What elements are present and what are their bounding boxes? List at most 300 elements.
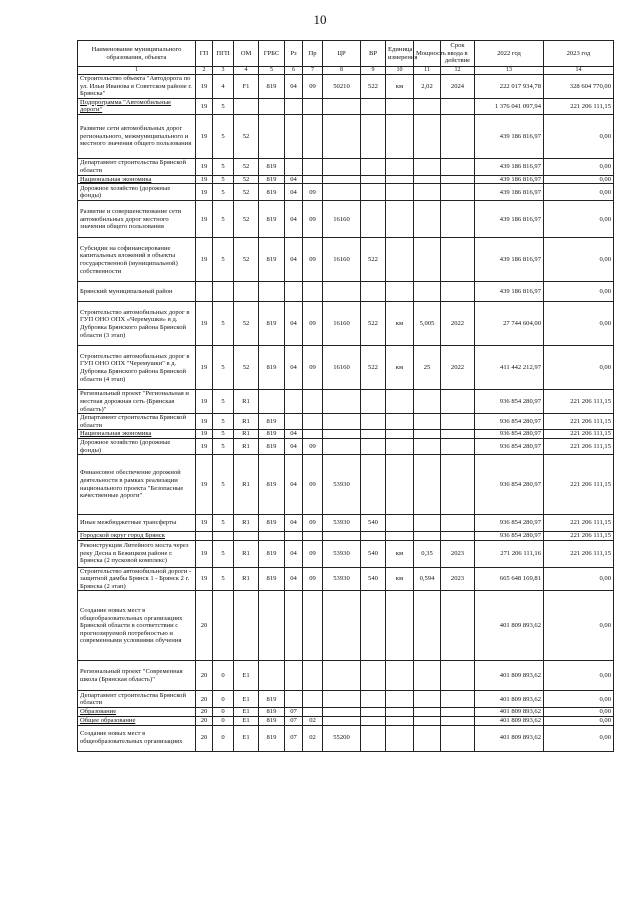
code-cell: 5 bbox=[213, 430, 234, 439]
code-cell bbox=[285, 691, 303, 708]
code-cell: 819 bbox=[259, 238, 285, 282]
code-cell bbox=[386, 238, 414, 282]
code-cell bbox=[386, 691, 414, 708]
code-cell bbox=[323, 184, 361, 201]
amount-2023: 221 206 111,15 bbox=[544, 540, 614, 567]
code-cell bbox=[303, 661, 323, 691]
code-cell: 0 bbox=[213, 725, 234, 751]
code-cell bbox=[361, 661, 386, 691]
code-cell bbox=[414, 691, 441, 708]
code-cell bbox=[196, 532, 213, 541]
code-cell: 52 bbox=[234, 184, 259, 201]
code-cell: 5 bbox=[213, 302, 234, 346]
amount-2023: 221 206 111,15 bbox=[544, 430, 614, 439]
amount-2023: 0,00 bbox=[544, 158, 614, 175]
row-name-text: Национальная экономика bbox=[80, 430, 152, 438]
amount-2022: 439 186 816,97 bbox=[475, 282, 544, 302]
code-cell bbox=[303, 114, 323, 158]
code-cell: 52 bbox=[234, 346, 259, 390]
table-row bbox=[78, 708, 614, 717]
column-number: 13 bbox=[475, 67, 544, 75]
amount-2023: 328 604 770,00 bbox=[544, 75, 614, 99]
code-cell: 19 bbox=[196, 567, 213, 591]
code-cell: 522 bbox=[361, 346, 386, 390]
amount-2023: 0,00 bbox=[544, 114, 614, 158]
code-cell: 09 bbox=[303, 438, 323, 454]
amount-2022: 411 442 212,97 bbox=[475, 346, 544, 390]
code-cell: 19 bbox=[196, 98, 213, 114]
code-cell bbox=[213, 532, 234, 541]
code-cell bbox=[441, 515, 475, 532]
code-cell: 0 bbox=[213, 691, 234, 708]
code-cell bbox=[323, 158, 361, 175]
code-cell: 52 bbox=[234, 238, 259, 282]
row-name bbox=[78, 98, 196, 114]
code-cell: 04 bbox=[285, 201, 303, 238]
column-number-row bbox=[78, 67, 614, 75]
code-cell bbox=[441, 691, 475, 708]
code-cell: 09 bbox=[303, 540, 323, 567]
code-cell: 53930 bbox=[323, 455, 361, 515]
code-cell bbox=[196, 282, 213, 302]
amount-2023: 0,00 bbox=[544, 591, 614, 661]
column-number: 4 bbox=[234, 67, 259, 75]
amount-2022: 401 809 893,62 bbox=[475, 725, 544, 751]
amount-2023: 0,00 bbox=[544, 282, 614, 302]
row-name bbox=[78, 430, 196, 439]
code-cell: 522 bbox=[361, 75, 386, 99]
row-name bbox=[78, 691, 196, 708]
code-cell: 19 bbox=[196, 540, 213, 567]
code-cell: км bbox=[386, 302, 414, 346]
code-cell: 09 bbox=[303, 455, 323, 515]
table-row bbox=[78, 302, 614, 346]
code-cell: 53930 bbox=[323, 540, 361, 567]
amount-2023: 221 206 111,15 bbox=[544, 532, 614, 541]
code-cell bbox=[259, 532, 285, 541]
row-name-text: Департамент строительства Брянской области bbox=[80, 414, 187, 429]
table-row bbox=[78, 591, 614, 661]
code-cell: км bbox=[386, 540, 414, 567]
amount-2023: 0,00 bbox=[544, 567, 614, 591]
column-header: Единица измерения bbox=[386, 41, 414, 67]
table-row bbox=[78, 716, 614, 725]
code-cell: 19 bbox=[196, 175, 213, 184]
code-cell bbox=[285, 414, 303, 430]
code-cell bbox=[441, 158, 475, 175]
row-name bbox=[78, 567, 196, 591]
table-row bbox=[78, 430, 614, 439]
code-cell bbox=[414, 98, 441, 114]
table-row bbox=[78, 282, 614, 302]
code-cell: 522 bbox=[361, 238, 386, 282]
column-number: 9 bbox=[361, 67, 386, 75]
row-name-text: Строительство автомобильной дороги - защитной дамбы Брянск 1 - Брянск 2 г. Брянска (2 этап) bbox=[80, 567, 192, 590]
code-cell: 5 bbox=[213, 238, 234, 282]
amount-2022: 936 854 280,97 bbox=[475, 515, 544, 532]
code-cell: 819 bbox=[259, 567, 285, 591]
code-cell bbox=[323, 532, 361, 541]
table-row bbox=[78, 346, 614, 390]
column-header: ГРБС bbox=[259, 41, 285, 67]
code-cell bbox=[303, 532, 323, 541]
row-name bbox=[78, 414, 196, 430]
code-cell: 5 bbox=[213, 390, 234, 414]
code-cell: R1 bbox=[234, 414, 259, 430]
table-row bbox=[78, 98, 614, 114]
code-cell: 02 bbox=[303, 716, 323, 725]
code-cell bbox=[361, 591, 386, 661]
code-cell bbox=[441, 430, 475, 439]
code-cell: 19 bbox=[196, 414, 213, 430]
code-cell bbox=[361, 158, 386, 175]
code-cell bbox=[259, 591, 285, 661]
code-cell bbox=[414, 725, 441, 751]
code-cell: 04 bbox=[285, 238, 303, 282]
amount-2023: 0,00 bbox=[544, 716, 614, 725]
code-cell: 819 bbox=[259, 430, 285, 439]
code-cell: E1 bbox=[234, 725, 259, 751]
row-name bbox=[78, 716, 196, 725]
code-cell bbox=[414, 158, 441, 175]
code-cell bbox=[323, 591, 361, 661]
code-cell: 25 bbox=[414, 346, 441, 390]
code-cell bbox=[441, 201, 475, 238]
code-cell bbox=[303, 708, 323, 717]
column-header: Срок ввода в действие bbox=[441, 41, 475, 67]
code-cell: 50210 bbox=[323, 75, 361, 99]
column-number: 14 bbox=[544, 67, 614, 75]
amount-2022: 665 648 169,81 bbox=[475, 567, 544, 591]
code-cell bbox=[386, 725, 414, 751]
code-cell bbox=[414, 238, 441, 282]
code-cell: 5 bbox=[213, 184, 234, 201]
row-name-text: Финансовое обеспечение дорожной деятельности в рамках реализации национального проекта "Безопасные качественные дороги" bbox=[80, 469, 184, 500]
code-cell bbox=[414, 201, 441, 238]
code-cell bbox=[323, 716, 361, 725]
code-cell: 09 bbox=[303, 302, 323, 346]
code-cell: 819 bbox=[259, 175, 285, 184]
code-cell bbox=[361, 201, 386, 238]
row-name-text: Дорожное хозяйство (дорожные фонды) bbox=[80, 438, 171, 454]
amount-2022: 936 854 280,97 bbox=[475, 438, 544, 454]
table-row bbox=[78, 540, 614, 567]
code-cell bbox=[386, 390, 414, 414]
code-cell bbox=[386, 591, 414, 661]
row-name-text: Дорожное хозяйство (дорожные фонды) bbox=[80, 184, 171, 200]
code-cell: 19 bbox=[196, 302, 213, 346]
amount-2023: 0,00 bbox=[544, 661, 614, 691]
code-cell bbox=[259, 98, 285, 114]
code-cell: 540 bbox=[361, 567, 386, 591]
amount-2022: 27 744 604,00 bbox=[475, 302, 544, 346]
table-row bbox=[78, 414, 614, 430]
code-cell: 0,594 bbox=[414, 567, 441, 591]
code-cell: 19 bbox=[196, 75, 213, 99]
code-cell bbox=[386, 184, 414, 201]
code-cell: 20 bbox=[196, 708, 213, 717]
code-cell bbox=[303, 158, 323, 175]
row-name-text: Городской округ город Брянск bbox=[80, 532, 165, 540]
table-row bbox=[78, 691, 614, 708]
row-name bbox=[78, 540, 196, 567]
row-name bbox=[78, 661, 196, 691]
row-name bbox=[78, 282, 196, 302]
budget-table bbox=[77, 40, 614, 752]
row-name-text: Строительство автомобильных дорог в ГУП ОНО ОПХ "Черемушки" в д. Дубровка Брянского района Брянской области (4 этап) bbox=[80, 352, 190, 383]
column-number: 5 bbox=[259, 67, 285, 75]
column-header: 2023 год bbox=[544, 41, 614, 67]
column-number: 1 bbox=[78, 67, 196, 75]
column-number: 12 bbox=[441, 67, 475, 75]
code-cell bbox=[323, 438, 361, 454]
code-cell bbox=[259, 661, 285, 691]
row-name bbox=[78, 184, 196, 201]
code-cell bbox=[386, 708, 414, 717]
code-cell bbox=[441, 532, 475, 541]
code-cell bbox=[234, 98, 259, 114]
amount-2023: 0,00 bbox=[544, 691, 614, 708]
row-name bbox=[78, 175, 196, 184]
row-name bbox=[78, 532, 196, 541]
row-name-text: Реконструкция Литейного моста через реку Десна в Бежицком районе г. Брянска (2 пусковой комплекс) bbox=[80, 542, 189, 565]
code-cell: 5 bbox=[213, 414, 234, 430]
code-cell: 09 bbox=[303, 75, 323, 99]
code-cell bbox=[414, 414, 441, 430]
amount-2022: 439 186 816,97 bbox=[475, 158, 544, 175]
row-name bbox=[78, 390, 196, 414]
code-cell: 819 bbox=[259, 691, 285, 708]
code-cell bbox=[441, 414, 475, 430]
row-name-text: Подпрограмма "Автомобильные дороги" bbox=[80, 98, 172, 114]
code-cell: 5 bbox=[213, 567, 234, 591]
code-cell bbox=[361, 532, 386, 541]
code-cell: 5 bbox=[213, 201, 234, 238]
table-header bbox=[78, 41, 614, 75]
code-cell bbox=[303, 691, 323, 708]
code-cell bbox=[234, 591, 259, 661]
code-cell: 2022 bbox=[441, 346, 475, 390]
code-cell bbox=[414, 184, 441, 201]
code-cell bbox=[361, 175, 386, 184]
code-cell: 5 bbox=[213, 438, 234, 454]
code-cell bbox=[361, 691, 386, 708]
amount-2022: 936 854 280,97 bbox=[475, 455, 544, 515]
code-cell: 819 bbox=[259, 302, 285, 346]
code-cell: 52 bbox=[234, 114, 259, 158]
code-cell: R1 bbox=[234, 455, 259, 515]
amount-2022: 401 809 893,62 bbox=[475, 591, 544, 661]
amount-2022: 936 854 280,97 bbox=[475, 532, 544, 541]
code-cell: 0 bbox=[213, 708, 234, 717]
code-cell bbox=[386, 282, 414, 302]
code-cell: 5 bbox=[213, 158, 234, 175]
code-cell: 540 bbox=[361, 515, 386, 532]
code-cell: 52 bbox=[234, 158, 259, 175]
code-cell: 04 bbox=[285, 455, 303, 515]
row-name-text: Развитие сети автомобильных дорог регионального, межмуниципального и местного значения общего пользования bbox=[80, 125, 192, 148]
code-cell: E1 bbox=[234, 708, 259, 717]
row-name-text: Национальная экономика bbox=[80, 175, 152, 183]
code-cell bbox=[361, 184, 386, 201]
code-cell: 16160 bbox=[323, 346, 361, 390]
column-header: ГП bbox=[196, 41, 213, 67]
code-cell bbox=[441, 725, 475, 751]
code-cell bbox=[414, 591, 441, 661]
code-cell: 52 bbox=[234, 175, 259, 184]
code-cell bbox=[441, 708, 475, 717]
code-cell bbox=[323, 390, 361, 414]
code-cell bbox=[386, 716, 414, 725]
table-row bbox=[78, 175, 614, 184]
row-name bbox=[78, 238, 196, 282]
amount-2023: 0,00 bbox=[544, 302, 614, 346]
code-cell: 19 bbox=[196, 390, 213, 414]
code-cell: R1 bbox=[234, 390, 259, 414]
code-cell bbox=[386, 515, 414, 532]
code-cell: 0 bbox=[213, 716, 234, 725]
code-cell bbox=[414, 532, 441, 541]
code-cell bbox=[414, 430, 441, 439]
code-cell: 0 bbox=[213, 661, 234, 691]
code-cell bbox=[323, 691, 361, 708]
code-cell bbox=[361, 390, 386, 414]
code-cell bbox=[386, 98, 414, 114]
row-name bbox=[78, 201, 196, 238]
code-cell bbox=[414, 515, 441, 532]
code-cell bbox=[441, 98, 475, 114]
code-cell bbox=[323, 414, 361, 430]
table-row bbox=[78, 158, 614, 175]
column-header: ВР bbox=[361, 41, 386, 67]
code-cell bbox=[361, 114, 386, 158]
row-name bbox=[78, 515, 196, 532]
amount-2023: 221 206 111,15 bbox=[544, 438, 614, 454]
code-cell bbox=[303, 414, 323, 430]
row-name-text: Создание новых мест в общеобразовательных организациях bbox=[80, 730, 183, 746]
code-cell: 0,35 bbox=[414, 540, 441, 567]
code-cell bbox=[414, 455, 441, 515]
table-row bbox=[78, 661, 614, 691]
code-cell bbox=[323, 114, 361, 158]
code-cell bbox=[361, 430, 386, 439]
code-cell: 09 bbox=[303, 346, 323, 390]
row-name bbox=[78, 75, 196, 99]
code-cell bbox=[441, 390, 475, 414]
column-number: 7 bbox=[303, 67, 323, 75]
code-cell bbox=[386, 114, 414, 158]
code-cell bbox=[285, 532, 303, 541]
code-cell bbox=[386, 158, 414, 175]
row-name bbox=[78, 725, 196, 751]
code-cell: 09 bbox=[303, 238, 323, 282]
code-cell: R1 bbox=[234, 515, 259, 532]
code-cell: 19 bbox=[196, 158, 213, 175]
code-cell bbox=[323, 282, 361, 302]
code-cell bbox=[234, 532, 259, 541]
code-cell bbox=[323, 430, 361, 439]
code-cell bbox=[361, 414, 386, 430]
code-cell: R1 bbox=[234, 430, 259, 439]
code-cell: 55200 bbox=[323, 725, 361, 751]
column-header: ПГП bbox=[213, 41, 234, 67]
code-cell bbox=[323, 98, 361, 114]
code-cell: 07 bbox=[285, 725, 303, 751]
amount-2022: 439 186 816,97 bbox=[475, 238, 544, 282]
column-header: Рз bbox=[285, 41, 303, 67]
code-cell bbox=[414, 716, 441, 725]
row-name-text: Департамент строительства Брянской области bbox=[80, 691, 187, 707]
amount-2022: 936 854 280,97 bbox=[475, 414, 544, 430]
code-cell: E1 bbox=[234, 716, 259, 725]
code-cell: 53930 bbox=[323, 567, 361, 591]
code-cell bbox=[414, 708, 441, 717]
code-cell: 5 bbox=[213, 540, 234, 567]
code-cell bbox=[441, 716, 475, 725]
code-cell: F1 bbox=[234, 75, 259, 99]
amount-2022: 439 186 816,97 bbox=[475, 184, 544, 201]
code-cell bbox=[303, 98, 323, 114]
code-cell: E1 bbox=[234, 691, 259, 708]
code-cell: 2023 bbox=[441, 567, 475, 591]
code-cell bbox=[303, 591, 323, 661]
code-cell bbox=[361, 708, 386, 717]
code-cell: 04 bbox=[285, 346, 303, 390]
code-cell bbox=[361, 282, 386, 302]
code-cell: 522 bbox=[361, 302, 386, 346]
code-cell: 2022 bbox=[441, 302, 475, 346]
row-name-text: Региональный проект "Современная школа (Брянская область)" bbox=[80, 668, 183, 683]
code-cell: R1 bbox=[234, 567, 259, 591]
code-cell bbox=[303, 282, 323, 302]
code-cell bbox=[441, 184, 475, 201]
code-cell bbox=[441, 114, 475, 158]
row-name bbox=[78, 438, 196, 454]
amount-2023: 0,00 bbox=[544, 725, 614, 751]
code-cell bbox=[323, 175, 361, 184]
amount-2023: 221 206 111,15 bbox=[544, 98, 614, 114]
code-cell: 09 bbox=[303, 567, 323, 591]
amount-2023: 0,00 bbox=[544, 708, 614, 717]
code-cell: 4 bbox=[213, 75, 234, 99]
code-cell: 540 bbox=[361, 540, 386, 567]
code-cell: 819 bbox=[259, 515, 285, 532]
table-row bbox=[78, 75, 614, 99]
header-row bbox=[78, 41, 614, 67]
code-cell bbox=[285, 114, 303, 158]
table-row bbox=[78, 390, 614, 414]
row-name bbox=[78, 708, 196, 717]
amount-2022: 1 376 041 097,94 bbox=[475, 98, 544, 114]
amount-2023: 0,00 bbox=[544, 346, 614, 390]
code-cell: км bbox=[386, 346, 414, 390]
code-cell: 07 bbox=[285, 716, 303, 725]
row-name bbox=[78, 455, 196, 515]
row-name bbox=[78, 591, 196, 661]
column-header: ОМ bbox=[234, 41, 259, 67]
code-cell: 04 bbox=[285, 430, 303, 439]
row-name-text: Образование bbox=[80, 708, 117, 716]
code-cell: 04 bbox=[285, 540, 303, 567]
code-cell: 19 bbox=[196, 438, 213, 454]
row-name-text: Строительство автомобильных дорог в ГУП ОНО ОПХ «Черемушки» в д. Дубровка Брянского района Брянской области (3 этап) bbox=[80, 308, 190, 339]
row-name-text: Субсидии на софинансирование капитальных вложений в объекты государственной (муниципальной) собственности bbox=[80, 244, 178, 275]
code-cell: 19 bbox=[196, 455, 213, 515]
code-cell: 02 bbox=[303, 725, 323, 751]
column-header: 2022 год bbox=[475, 41, 544, 67]
code-cell: 2,02 bbox=[414, 75, 441, 99]
code-cell: 09 bbox=[303, 515, 323, 532]
